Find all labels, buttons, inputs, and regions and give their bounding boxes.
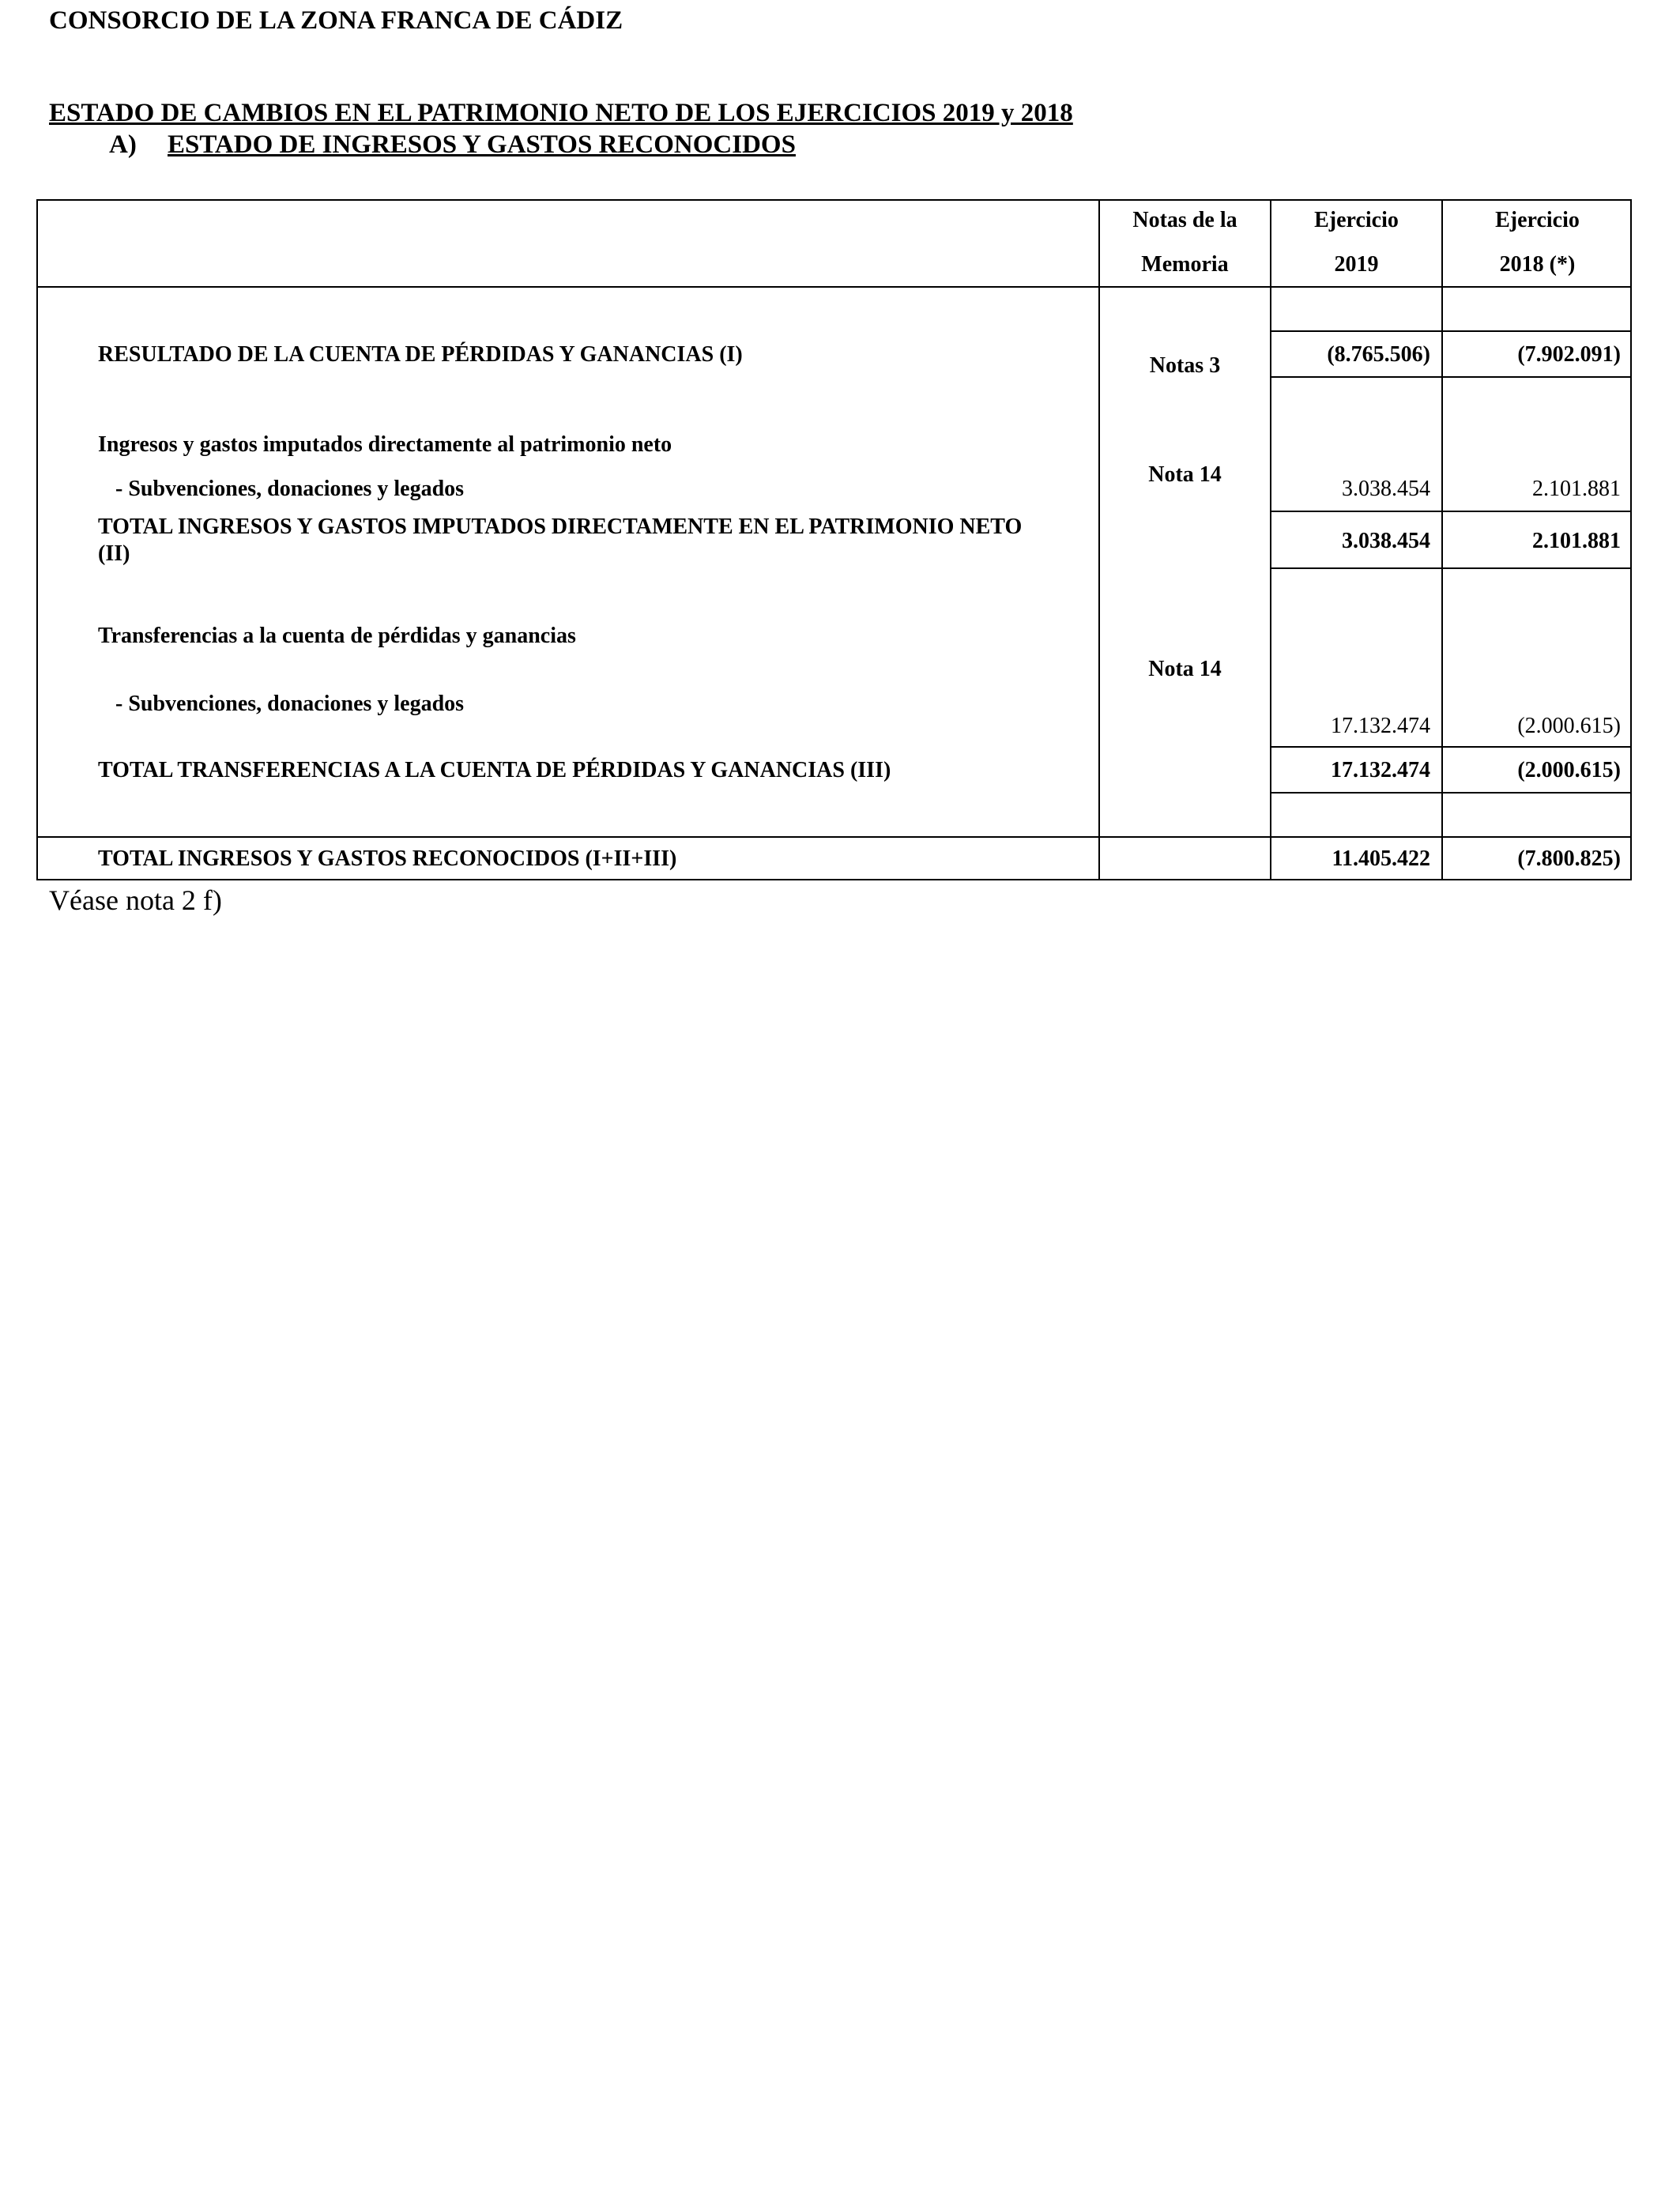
value-row-line [1270,376,1632,378]
row-label-total-ingresos-directos-line1: TOTAL INGRESOS Y GASTOS IMPUTADOS DIRECTAMENTE EN EL PATRIMONIO NETO [98,515,1023,539]
row-label-subvenciones-transferencias: - Subvenciones, donaciones y legados [115,692,465,716]
value-total-transferencias-2019: 17.132.474 [1331,758,1430,782]
column-header-2019-line1: Ejercicio [1314,208,1399,232]
value-transferencias-subvenciones-2019: 17.132.474 [1331,714,1430,738]
value-subvenciones-2019: 3.038.454 [1342,477,1430,501]
value-subvenciones-2018: 2.101.881 [1532,477,1621,501]
section-title: ESTADO DE INGRESOS Y GASTOS RECONOCIDOS [168,130,796,159]
value-transferencias-subvenciones-2018: (2.000.615) [1517,714,1621,738]
table-header-divider [36,286,1632,288]
value-resultado-2018: (7.902.091) [1517,342,1621,367]
footnote: Véase nota 2 f) [49,884,222,916]
value-row-line [1270,792,1632,794]
column-divider-notes [1098,199,1100,880]
row-label-subvenciones: - Subvenciones, donaciones y legados [115,477,465,501]
column-header-2019-line2: 2019 [1334,252,1379,277]
value-total-ingresos-directos-2018: 2.101.881 [1532,529,1621,553]
column-header-2018-line2: 2018 (*) [1499,252,1576,277]
row-label-grand-total: TOTAL INGRESOS Y GASTOS RECONOCIDOS (I+II+III) [98,846,677,871]
value-grand-total-2019: 11.405.422 [1332,846,1430,871]
value-row-line [1270,567,1632,569]
value-row-line [1270,330,1632,332]
section-heading-ingresos-directos: Ingresos y gastos imputados directamente al patrimonio neto [98,432,672,457]
document-title: ESTADO DE CAMBIOS EN EL PATRIMONIO NETO DE LOS EJERCICIOS 2019 y 2018 [49,99,1073,127]
row-note-ingresos-directos: Nota 14 [1148,462,1222,487]
section-heading-transferencias: Transferencias a la cuenta de pérdidas y ganancias [98,624,576,648]
organization-name: CONSORCIO DE LA ZONA FRANCA DE CÁDIZ [49,6,623,35]
value-total-ingresos-directos-2019: 3.038.454 [1342,529,1430,553]
value-resultado-2019: (8.765.506) [1327,342,1430,367]
section-letter: A) [109,130,137,159]
value-row-line [1270,511,1632,512]
column-header-notes-line2: Memoria [1141,252,1229,277]
column-header-notes-line1: Notas de la [1132,208,1237,232]
value-grand-total-2018: (7.800.825) [1517,846,1621,871]
grand-total-divider [36,836,1632,838]
value-total-transferencias-2018: (2.000.615) [1517,758,1621,782]
section-heading [109,130,796,160]
row-label-resultado: RESULTADO DE LA CUENTA DE PÉRDIDAS Y GANANCIAS (I) [98,342,743,367]
row-note-resultado: Notas 3 [1149,353,1221,378]
value-row-line [1270,746,1632,748]
row-label-total-ingresos-directos-line2: (II) [98,541,130,566]
row-label-total-transferencias: TOTAL TRANSFERENCIAS A LA CUENTA DE PÉRDIDAS Y GANANCIAS (III) [98,758,891,782]
row-note-transferencias: Nota 14 [1148,657,1222,681]
column-header-2018-line1: Ejercicio [1495,208,1580,232]
